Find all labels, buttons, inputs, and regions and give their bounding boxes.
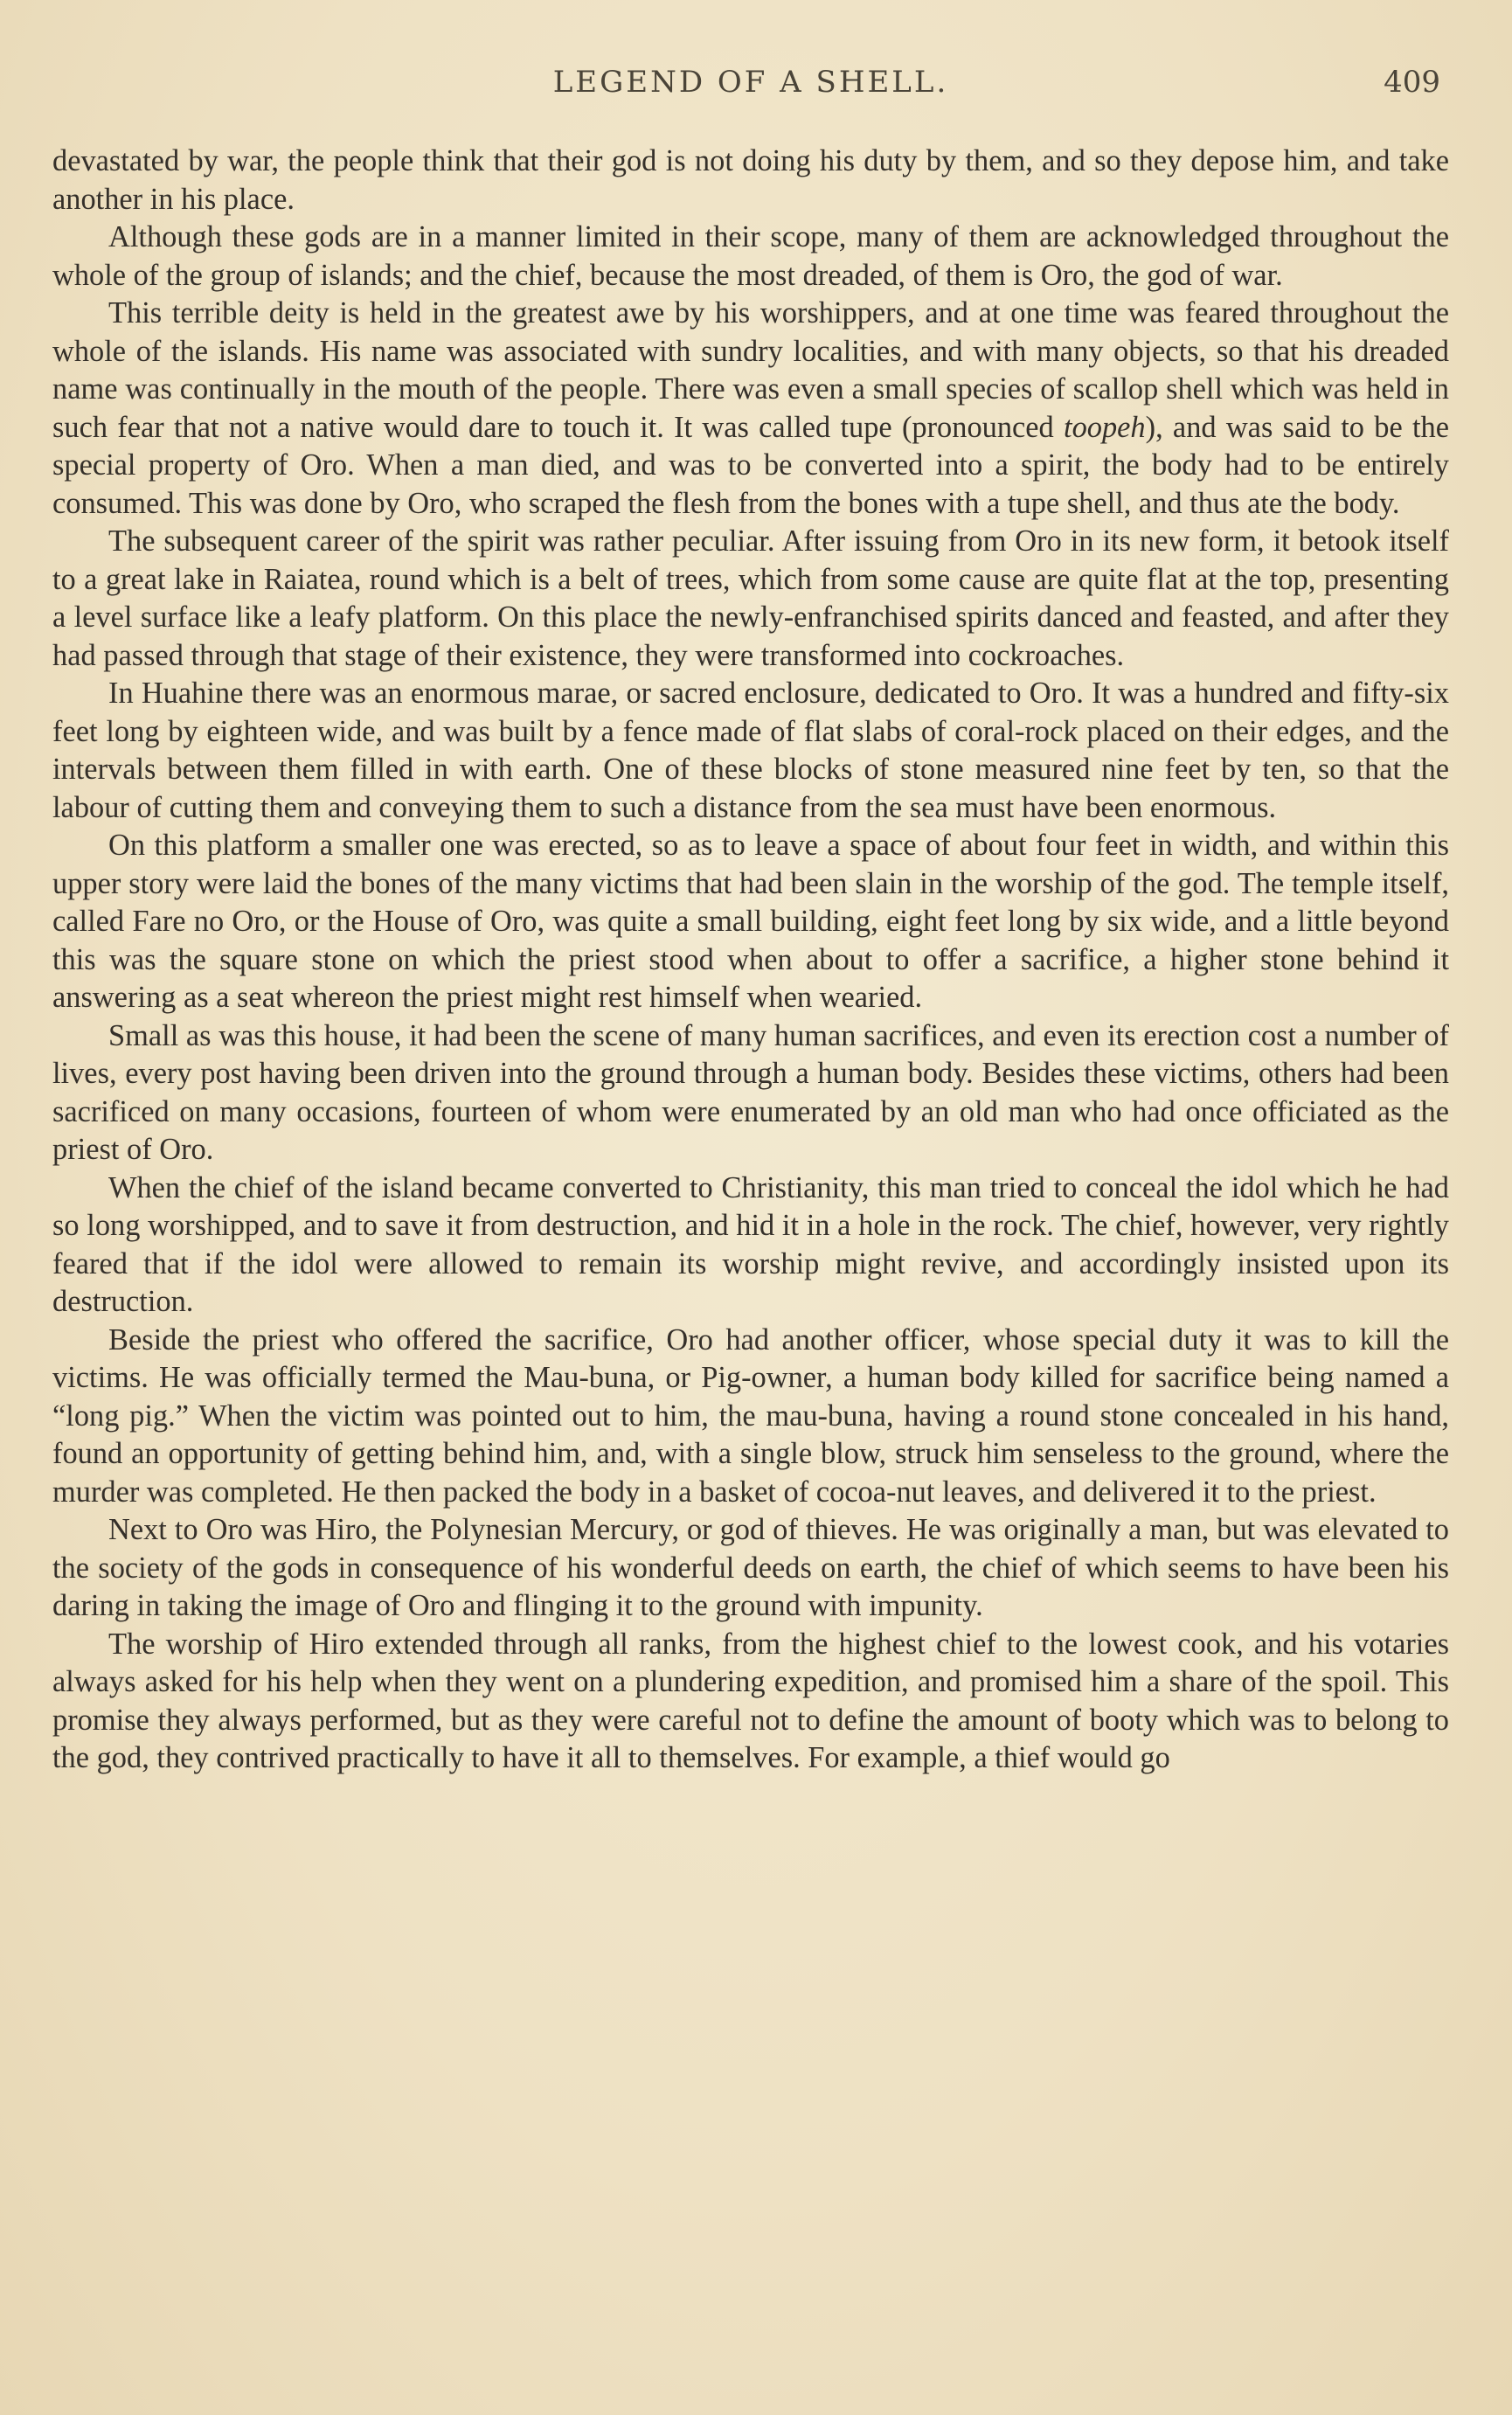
paragraph-3 xyxy=(52,295,1449,523)
paragraph-7: Small as was this house, it had been the scene of many human sacrifices, and even its erection cost a number of lives, every post having been driven into the ground through a human body. Besides these victims, others had been sacrificed on many occasions, fourteen of whom were enumerated by an old man who had once officiated as the priest of Oro. xyxy=(52,1018,1449,1166)
page-number: 409 xyxy=(1384,65,1440,100)
running-title: LEGEND OF A SHELL. xyxy=(552,65,949,100)
paragraph-3-part-2: ), and was said to be the special property of Oro. When a man died, and was to be converted into a spirit, the body had to be entirely consumed. This was done by Oro, who scraped the flesh from the bones with a tupe shell, and thus ate the body. xyxy=(52,410,1449,520)
paragraph-6: On this platform a smaller one was erected, so as to leave a space of about four feet in width, and within this upper story were laid the bones of the many victims that had been slain in the worship of the god. The temple itself, called Fare no Oro, or the House of Oro, was quite a small building, eight feet long by six wide, and a little beyond this was the square stone on which the priest stood when about to offer a sacrifice, a higher stone behind it answering as a seat whereon the priest might rest himself when wearied. xyxy=(52,829,1449,1014)
paragraph-1: devastated by war, the people think that their god is not doing his duty by them, and so they depose him, and take another in his place. xyxy=(52,144,1449,216)
paragraph-11: The worship of Hiro extended through all ranks, from the highest chief to the lowest cook, and his votaries always asked for his help when they went on a plundering expedition, and promised him a share of the spoil. This promise they always performed, but as they were careful not to define the amount of booty which was to belong to the god, they contrived practically to have it all to themselves. For example, a thief would go xyxy=(52,1627,1449,1774)
paragraph-10: Next to Oro was Hiro, the Polynesian Mercury, or god of thieves. He was originally a man, but was elevated to the society of the gods in consequence of his wonderful deeds on earth, the chief of which seems to have been his daring in taking the image of Oro and flinging it to the ground with impunity. xyxy=(52,1513,1449,1622)
italic-term: toopeh xyxy=(1064,410,1146,444)
paragraph-3-part-1: This terrible deity is held in the greatest awe by his worshippers, and at one time was feared throughout the whole of the islands. His name was associated with sundry localities, and with many objects, so that his dreaded name was continually in the mouth of the people. There was even a small species of scallop shell which was held in such fear that not a native would dare to touch it. It was called tupe (pronounced xyxy=(52,296,1449,444)
paragraph-9: Beside the priest who offered the sacrifice, Oro had another officer, whose special duty it was to kill the victims. He was officially termed the Mau-buna, or Pig-owner, a human body killed for sacrifice being named a “long pig.” When the victim was pointed out to him, the mau-buna, having a round stone concealed in his hand, found an opportunity of getting behind him, and, with a single blow, struck him senseless to the ground, where the murder was completed. He then packed the body in a basket of cocoa-nut leaves, and delivered it to the priest. xyxy=(52,1322,1449,1509)
page-header xyxy=(52,65,1449,117)
paragraph-4: The subsequent career of the spirit was rather peculiar. After issuing from Oro in its new form, it betook itself to a great lake in Raiatea, round which is a belt of trees, which from some cause are quite flat at the top, presenting a level surface like a leafy platform. On this place the newly-enfranchised spirits danced and feasted, and after they had passed through that stage of their existence, they were transformed into cockroaches. xyxy=(52,524,1449,672)
paragraph-8: When the chief of the island became converted to Christianity, this man tried to conceal the idol which he had so long worshipped, and to save it from destruction, and hid it in a hole in the rock. The chief, however, very rightly feared that if the idol were allowed to remain its worship might revive, and accordingly insisted upon its destruction. xyxy=(52,1170,1449,1318)
paragraph-2: Although these gods are in a manner limited in their scope, many of them are acknowledged throughout the whole of the group of islands; and the chief, because the most dreaded, of them is Oro, the god of war. xyxy=(52,220,1449,292)
paragraph-5: In Huahine there was an enormous marae, or sacred enclosure, dedicated to Oro. It was a hundred and fifty-six feet long by eighteen wide, and was built by a fence made of flat slabs of coral-rock placed on their edges, and the intervals between them filled in with earth. One of these blocks of stone measured nine feet by ten, so that the labour of cutting them and conveying them to such a distance from the sea must have been enormous. xyxy=(52,677,1449,824)
body-text xyxy=(52,142,1449,1778)
